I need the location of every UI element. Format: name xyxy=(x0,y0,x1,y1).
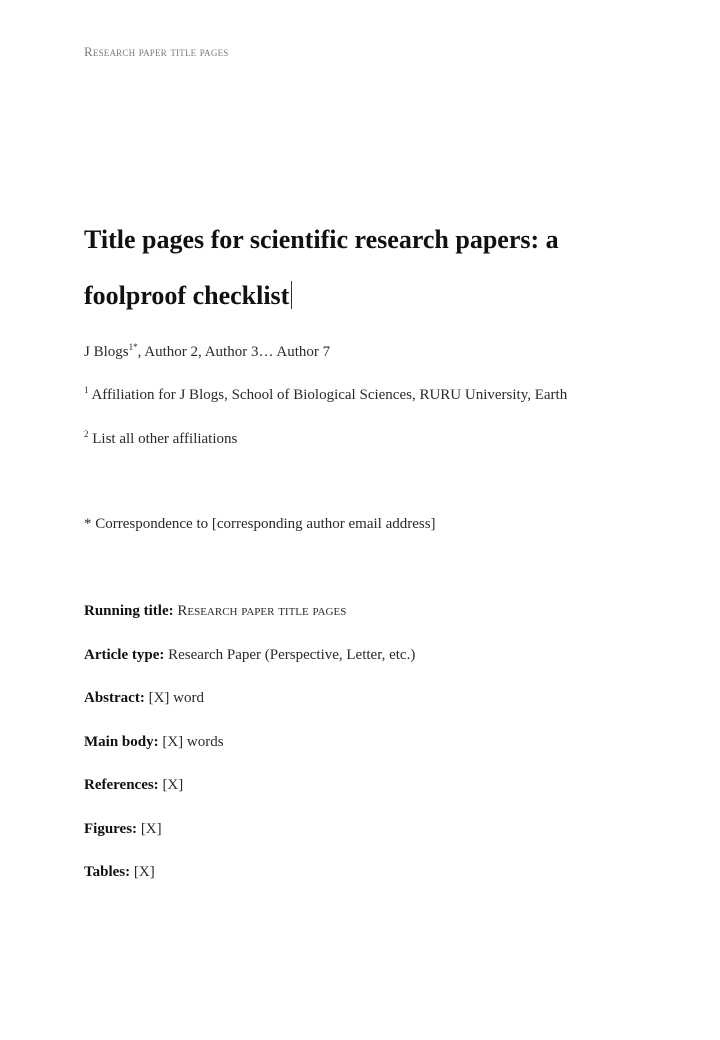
affiliation-1-superscript: 1 xyxy=(84,385,89,395)
first-author-superscript: 1* xyxy=(128,342,138,352)
affiliation-1 xyxy=(84,385,567,404)
first-author: J Blogs xyxy=(84,344,129,360)
meta-tables xyxy=(84,864,155,881)
meta-running-title xyxy=(84,603,346,620)
paper-title-text: Title pages for scientific research papers: a foolproof checklist xyxy=(84,225,559,310)
meta-value: Research paper title pages xyxy=(177,603,347,619)
meta-references xyxy=(84,777,183,794)
meta-abstract xyxy=(84,690,204,707)
meta-value: [X] xyxy=(140,821,162,837)
meta-label: Figures: xyxy=(84,821,138,837)
meta-article-type xyxy=(84,647,415,664)
affiliation-1-text: Affiliation for J Blogs, School of Biological Sciences, RURU University, Earth xyxy=(91,387,568,403)
affiliation-2 xyxy=(84,429,237,448)
meta-label: Running title: xyxy=(84,603,174,619)
meta-label: Tables: xyxy=(84,864,131,880)
meta-value: [X] words xyxy=(162,734,224,750)
author-list xyxy=(84,342,330,361)
meta-value: [X] xyxy=(133,864,155,880)
meta-label: Article type: xyxy=(84,647,165,663)
meta-label: References: xyxy=(84,777,159,793)
affiliation-2-text: List all other affiliations xyxy=(92,431,238,447)
running-header: Research paper title pages xyxy=(84,44,229,59)
meta-value: [X] xyxy=(162,777,184,793)
meta-label: Abstract: xyxy=(84,690,145,706)
paper-title[interactable] xyxy=(84,212,644,324)
meta-label: Main body: xyxy=(84,734,159,750)
text-cursor xyxy=(291,281,292,309)
other-authors: , Author 2, Author 3… Author 7 xyxy=(137,344,331,360)
meta-figures xyxy=(84,821,162,838)
affiliation-2-superscript: 2 xyxy=(84,429,89,439)
meta-main-body xyxy=(84,734,224,751)
meta-value: Research Paper (Perspective, Letter, etc.) xyxy=(168,647,416,663)
meta-value: [X] word xyxy=(148,690,204,706)
correspondence-line: * Correspondence to [corresponding author email address] xyxy=(84,516,436,532)
